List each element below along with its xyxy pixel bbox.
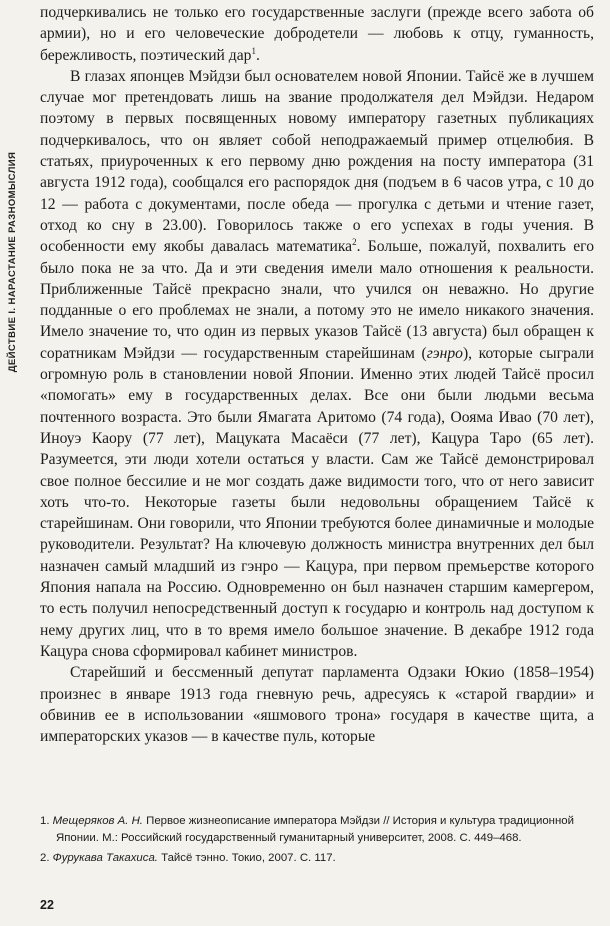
footnote-author: Мещеряков А. Н. [52, 815, 143, 827]
footnote-author: Фурукава Такахиса. [52, 852, 158, 864]
footnote-text: Тайсё тэнно. Токио, 2007. С. 117. [157, 852, 336, 864]
paragraph [40, 662, 594, 747]
paragraph [40, 66, 594, 662]
text-run: В глазах японцев Мэйдзи был основателем новой Японии. Тайсё же в лучшем случае мог претендовать лишь на звание продолжателя дел Мэйдзи. Недаром поэтому в первых посвященных новому императору газетных публикациях подчеркивалось, что он являет собой неподражаемый пример отцелюбия. В статьях, приуроченных к его первому дню рождения на посту императора (31 августа 1912 года), сообщался его распорядок дня (подъем в 6 часов утра, с 10 до 12 — работа с документами, после обеда — прогулка с детьми и чтение газет, отход ко сну в 23.00). Говорилось также о его успехах в годы учения. В особенности ему якобы давалась математика [40, 67, 594, 256]
text-run: . [255, 46, 260, 64]
footnote-number: 2. [40, 852, 53, 864]
footnote-ref: 1 [251, 45, 256, 56]
text-run: . Больше, пожалуй, похвалить его было пока не за что. Да и эти сведения имели мало отношения к реальности. Приближенные Тайсё прекрасно знали, что учился он неважно. Но другие подданные о его проблемах не знали, а потому это не имело никакого значения. Имело значение то, что один из первых указов Тайсё (13 августа) был обращен к соратникам Мэйдзи — государственным старейшинам ( [40, 238, 594, 362]
main-text [40, 2, 594, 747]
footnote-text: Первое жизнеописание императора Мэйдзи // История и культура традиционной Японии. М.: Российский государственный гуманитарный университет, 2008. С. 449–468. [56, 815, 574, 844]
text-run: ), которые сыграли огромную роль в становлении новой Японии. Именно этих людей Тайсё просил «помогать» ему в государственных делах. Все они были людьми весьма почтенного возраста. Это были Ямагата Аритомо (74 года), Оояма Ивао (70 лет), Иноуэ Каору (77 лет), Мацуката Масаёси (77 лет), Кацура Таро (65 лет). Разумеется, эти люди хотели остаться у власти. Сам же Тайсё демонстрировал свое полное бессилие и не мог создать даже видимости того, что от него зависит хоть что-то. Некоторые газеты были недовольны обращением Тайсё к старейшинам. Они говорили, что Японии требуются более динамичные и молодые руководители. Результат? На ключевую должность министра внутренних дел был назначен самый младший из гэнро — Кацура, при первом премьерстве которого Япония напала на Россию. Одновременно он был назначен старшим камергером, то есть получил непосредственный доступ к государю и контроль над доступом к нему других лиц, что в то время имело большое значение. В декабре 1912 года Кацура снова сформировал кабинет министров. [40, 344, 595, 660]
running-head-text: ДЕЙСТВИЕ I. НАРАСТАНИЕ РАЗНОМЫСЛИЯ [7, 151, 18, 373]
text-run: Старейший и бессменный депутат парламента Одзаки Юкио (1858–1954) произнес в январе 1913 года гневную речь, адресуясь к «старой гвардии» и обвинив ее в использовании «яшмового трона» государя в качестве щита, а императорских указов — в качестве пуль, которые [40, 664, 594, 746]
italic-term: гэнро [426, 344, 463, 362]
footnote [40, 850, 594, 867]
text-run: подчеркивались не только его государственные заслуги (прежде всего забота об армии), но и его человеческие добродетели — любовь к отцу, гуманность, бережливость, поэтический дар [40, 4, 594, 64]
footnote-ref: 2 [352, 237, 357, 248]
footnotes [40, 813, 594, 871]
footnote [40, 813, 594, 846]
page-number: 22 [40, 898, 54, 912]
paragraph [40, 2, 594, 66]
footnote-number: 1. [40, 815, 53, 827]
